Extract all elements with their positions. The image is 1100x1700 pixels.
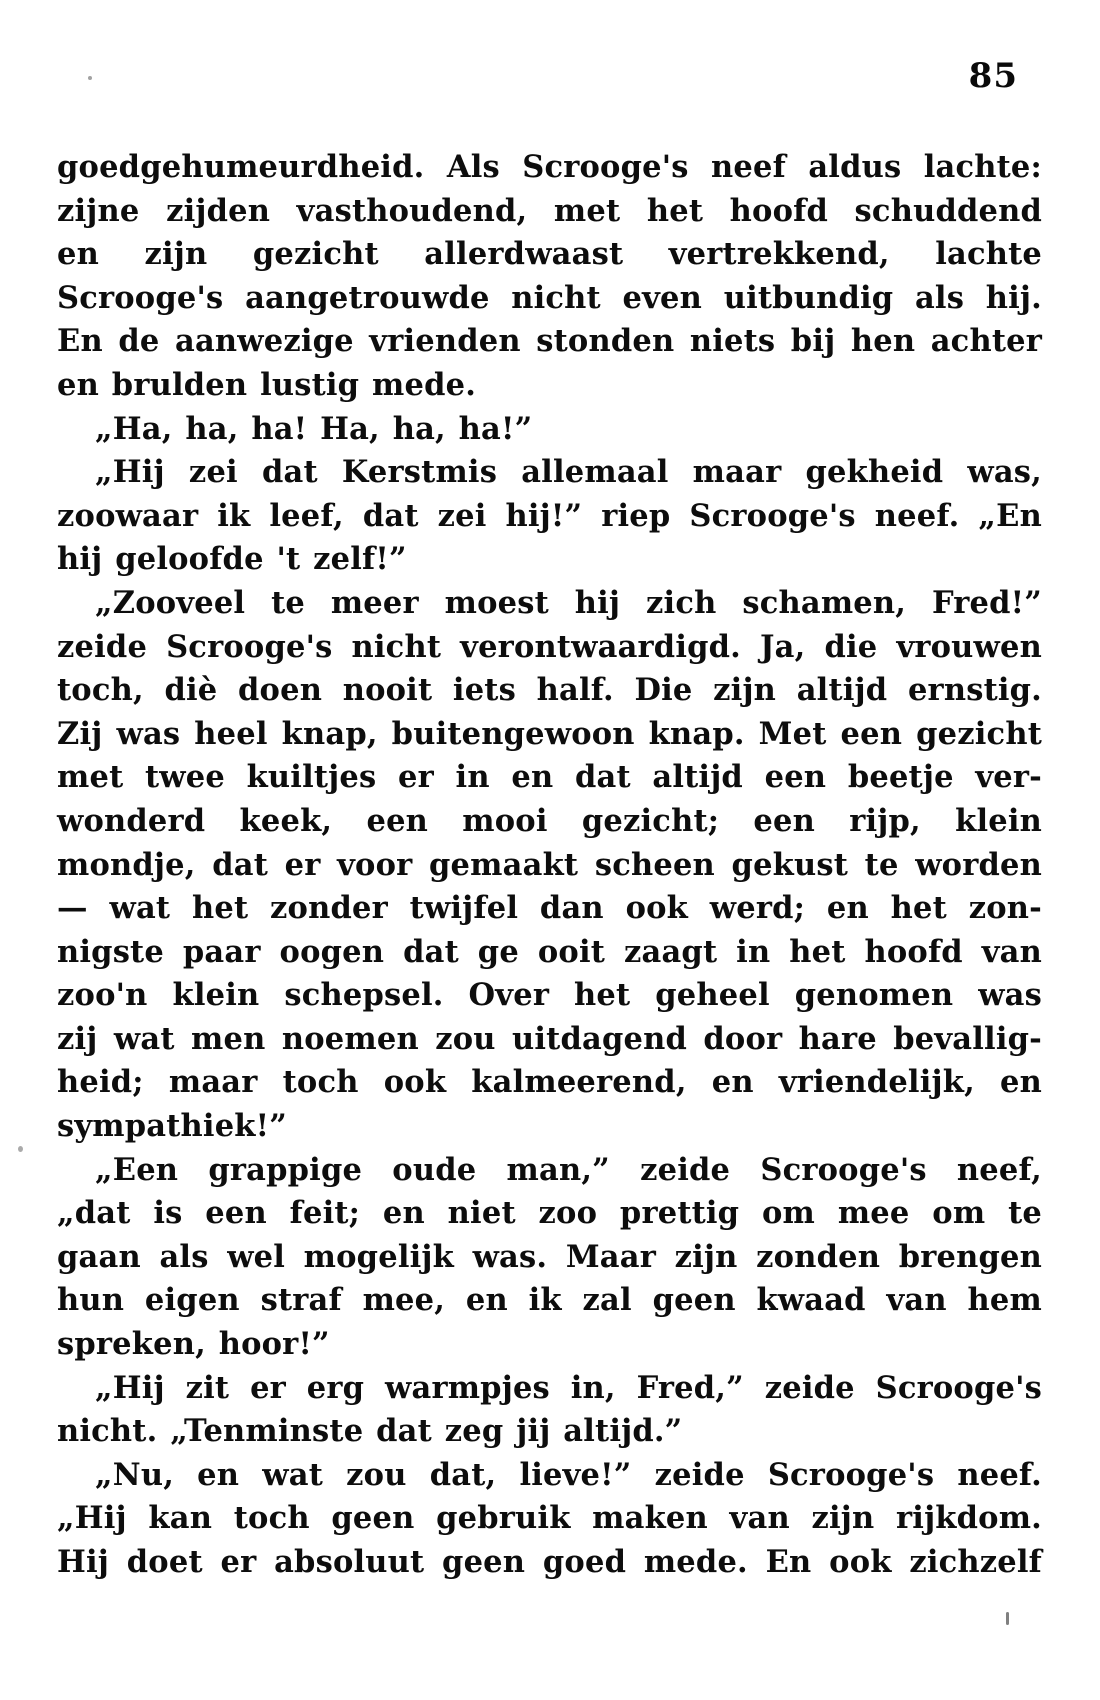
scan-speck [1006, 1612, 1009, 1625]
text-line: zoo'n klein schepsel. Over het geheel genomen was [57, 977, 1042, 1014]
text-line: — wat het zonder twijfel dan ook werd; en het zon- [57, 890, 1042, 927]
text-line: goedgehumeurdheid. Als Scrooge's neef aldus lachte: [57, 149, 1042, 185]
text-line: „Hij zei dat Kerstmis allemaal maar gekheid was, [95, 454, 1042, 491]
page-number: 85 [968, 56, 1018, 96]
text-line: gaan als wel mogelijk was. Maar zijn zonden brengen [57, 1238, 1042, 1275]
text-line: sympathiek!” [57, 1108, 287, 1145]
text-line: spreken, hoor!” [57, 1326, 330, 1363]
text-line: toch, diè doen nooit iets half. Die zijn altijd ernstig. [57, 672, 1042, 709]
scan-speck [88, 76, 92, 80]
text-line: hun eigen straf mee, en ik zal geen kwaad van hem [57, 1282, 1042, 1319]
text-line: zijne zijden vasthoudend, met het hoofd schuddend [57, 192, 1042, 229]
text-line: heid; maar toch ook kalmeerend, en vriendelijk, en [57, 1064, 1042, 1101]
text-line: „Ha, ha, ha! Ha, ha, ha!” [95, 410, 533, 447]
text-line: nicht. „Tenminste dat zeg jij altijd.” [57, 1413, 683, 1450]
text-line: „Hij kan toch geen gebruik maken van zijn rijkdom. [57, 1500, 1042, 1537]
text-line: wonderd keek, een mooi gezicht; een rijp, klein [57, 802, 1042, 839]
text-line: Zij was heel knap, buitengewoon knap. Met een gezicht [57, 715, 1042, 752]
text-line: En de aanwezige vrienden stonden niets bij hen achter [57, 323, 1042, 360]
text-line: en zijn gezicht allerdwaast vertrekkend, lachte [57, 236, 1042, 273]
text-line: „Nu, en wat zou dat, lieve!” zeide Scrooge's neef. [95, 1456, 1042, 1493]
scan-speck [18, 1146, 23, 1152]
text-line: „Zooveel te meer moest hij zich schamen, Fred!” [95, 584, 1042, 621]
text-line: Scrooge's aangetrouwde nicht even uitbundig als hij. [57, 279, 1042, 316]
text-line: en brulden lustig mede. [57, 366, 477, 403]
text-line: met twee kuiltjes er in en dat altijd een beetje ver- [57, 759, 1042, 796]
text-line: „Een grappige oude man,” zeide Scrooge's neef, [95, 1151, 1042, 1188]
text-line: zeide Scrooge's nicht verontwaardigd. Ja, die vrouwen [57, 628, 1042, 665]
text-line: zoowaar ik leef, dat zei hij!” riep Scrooge's neef. „En [57, 497, 1042, 534]
body-text [57, 146, 1042, 1585]
text-line: hij geloofde 't zelf!” [57, 541, 407, 578]
text-line: nigste paar oogen dat ge ooit zaagt in het hoofd van [57, 933, 1042, 970]
text-line: Hij doet er absoluut geen goed mede. En ook zichzelf [57, 1544, 1042, 1580]
text-line: mondje, dat er voor gemaakt scheen gekust te worden [57, 846, 1042, 883]
text-line: „Hij zit er erg warmpjes in, Fred,” zeide Scrooge's [95, 1369, 1042, 1406]
text-line: zij wat men noemen zou uitdagend door hare bevallig- [57, 1020, 1042, 1057]
text-line: „dat is een feit; en niet zoo prettig om mee om te [57, 1195, 1042, 1232]
